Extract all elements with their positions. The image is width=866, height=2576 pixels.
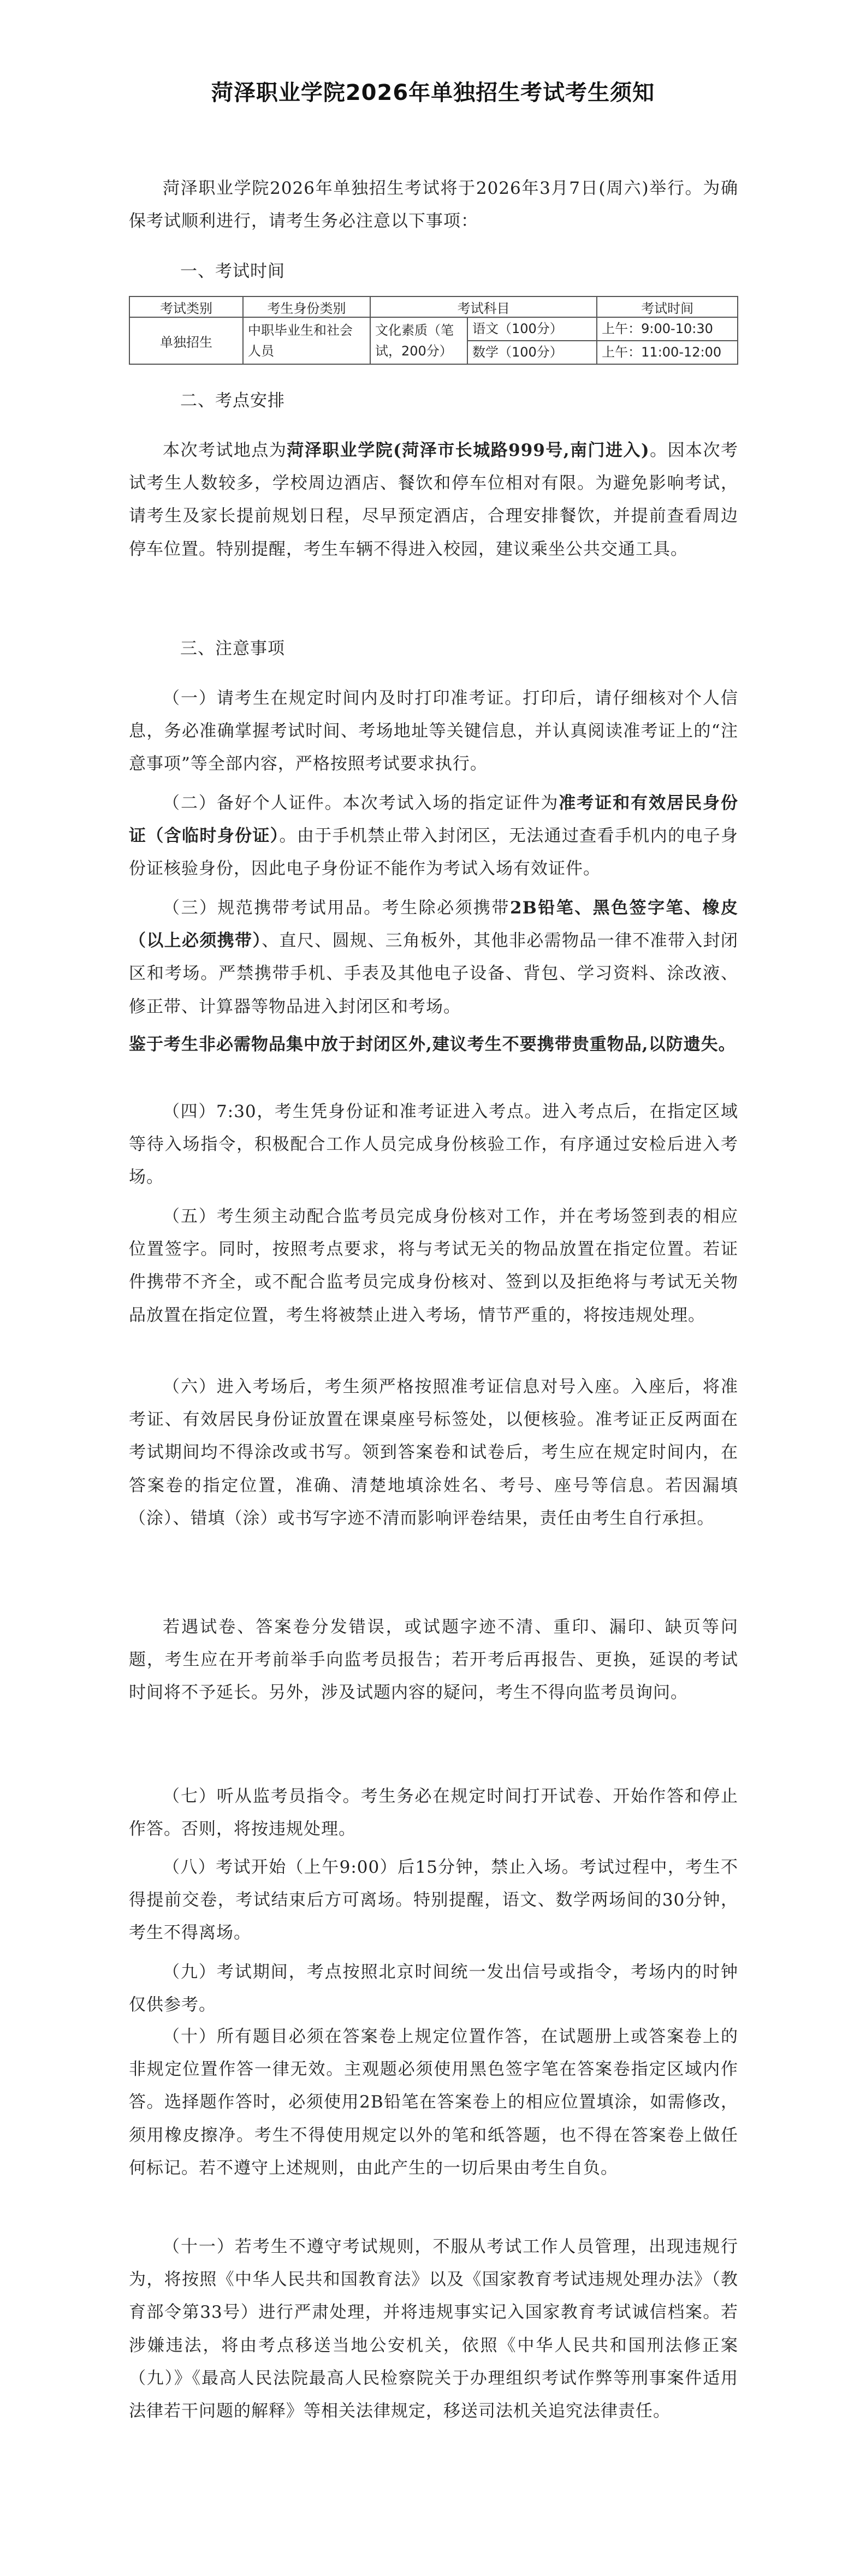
page-title: 菏泽职业学院2026年单独招生考试考生须知 (211, 80, 655, 105)
note-text: （二）备好个人证件。本次考试入场的指定证件为 (163, 793, 559, 813)
note-text: 、直尺、圆规、三角板外，其他非必需物品一律不准带入封闭区和考场。严禁携带手机、手表及其他电子设备、背包、学习资料、涂改液、修正带、计算器等物品进入封闭区和考场。 (129, 931, 739, 1017)
note-item-7: （七）听从监考员指令。考生务必在规定时间打开试卷、开始作答和停止作答。否则，将按违规处理。 (129, 1786, 738, 1839)
table-cell-subjects (467, 317, 597, 364)
note-item-2 (129, 787, 738, 886)
table-cell-category: 单独招生 (129, 317, 243, 364)
note-item-10: （十）所有题目必须在答案卷上规定位置作答，在试题册上或答案卷上的非规定位置作答一律无效。主观题必须使用黑色签字笔在答案卷指定区域内作答。选择题作答时，必须使用2B铅笔在答案卷上的相应位置填涂，如需修改，须用橡皮擦净。考生不得使用规定以外的笔和纸答题，也不得在答案卷上做任何标记。若不遵守上述规则，由此产生的一切后果由考生自负。 (129, 2027, 738, 2178)
note-item-4: （四）7:30，考生凭身份证和准考证进入考点。进入考点后，在指定区域等待入场指令，积极配合工作人员完成身份核验工作，有序通过安检后进入考场。 (129, 1102, 738, 1188)
table-header-cell: 考试科目 (370, 296, 597, 317)
venue-address: 菏泽职业学院(菏泽市长城路999号,南门进入) (287, 441, 650, 460)
table-cell-subject: 语文（100分） (472, 321, 563, 336)
note-item-11: （十一）若考生不遵守考试规则，不服从考试工作人员管理，出现违规行为，将按照《中华人民共和国教育法》以及《国家教育考试违规处理办法》（教育部令第33号）进行严肃处理，并将违规事实记入国家教育考试诚信档案。若涉嫌违法，将由考点移送当地公安机关，依照《中华人民共和国刑法修正案（九）》《最高人民法院最高人民检察院关于办理组织考试作弊等刑事案件适用法律若干问题的解释》等相关法律规定，移送司法机关追究法律责任。 (129, 2237, 738, 2421)
note-item-9: （九）考试期间，考点按照北京时间统一发出信号或指令，考场内的时钟仅供参考。 (129, 1962, 738, 2015)
exam-schedule-table (129, 296, 738, 365)
note-item-3 (129, 892, 738, 1023)
venue-text: 本次考试地点为 (163, 441, 287, 460)
venue-paragraph (129, 434, 738, 566)
table-cell-time: 上午：9:00-10:30 (602, 321, 713, 336)
note-item-5: （五）考生须主动配合监考员完成身份核对工作，并在考场签到表的相应位置签字。同时，按照考点要求，将与考试无关的物品放置在指定位置。若证件携带不齐全，或不配合监考员完成身份核对、签到以及拒绝将与考试无关物品放置在指定位置，考生将被禁止进入考场，情节严重的，将按违规处理。 (129, 1207, 738, 1325)
table-header-cell: 考试类别 (129, 296, 243, 317)
note-item-6-continued: 若遇试卷、答案卷分发错误，或试题字迹不清、重印、漏印、缺页等问题，考生应在开考前举手向监考员报告；若开考后再报告、更换，延误的考试时间将不予延长。另外，涉及试题内容的疑问，考生不得向监考员询问。 (129, 1617, 738, 1703)
note-item-8: （八）考试开始（上午9:00）后15分钟，禁止入场。考试过程中，考生不得提前交卷，考试结束后方可离场。特别提醒，语文、数学两场间的30分钟，考生不得离场。 (129, 1857, 738, 1943)
section-heading-exam-time: 一、考试时间 (180, 262, 285, 281)
table-header-cell: 考试时间 (597, 296, 738, 317)
table-cell-subject-group: 文化素质（笔试，200分） (370, 317, 467, 364)
table-row (129, 317, 738, 364)
intro-paragraph: 菏泽职业学院2026年单独招生考试将于2026年3月7日(周六)举行。为确保考试顺利进行，请考生务必注意以下事项： (129, 179, 738, 232)
table-cell-time: 上午：11:00-12:00 (597, 340, 737, 364)
section-heading-notes: 三、注意事项 (180, 639, 285, 658)
note-text: 。由于手机禁止带入封闭区，无法通过查看手机内的电子身份证核验身份，因此电子身份证不能作为考试入场有效证件。 (129, 826, 739, 879)
note-item-6: （六）进入考场后，考生须严格按照准考证信息对号入座。入座后，将准考证、有效居民身份证放置在课桌座号标签处，以便核验。准考证正反两面在考试期间均不得涂改或书写。领到答案卷和试卷后，考生应在规定时间内，在答案卷的指定位置，准确、清楚地填涂姓名、考号、座号等信息。若因漏填（涂）、错填（涂）或书写字迹不清而影响评卷结果，责任由考生自行承担。 (129, 1377, 738, 1528)
note-item-1: （一）请考生在规定时间内及时打印准考证。打印后，请仔细核对个人信息，务必准确掌握考试时间、考场地址等关键信息，并认真阅读准考证上的“注意事项”等全部内容，严格按照考试要求执行。 (129, 688, 738, 774)
section-heading-venue: 二、考点安排 (180, 391, 285, 411)
note-emphasis: 准考证和有效居民身份证（含临时身份证） (129, 793, 739, 846)
table-cell-subject: 数学（100分） (468, 340, 596, 364)
table-header-row (129, 296, 738, 317)
table-cell-identity: 中职毕业生和社会人员 (243, 317, 370, 364)
table-cell-times (597, 317, 738, 364)
table-header-cell: 考生身份类别 (243, 296, 370, 317)
venue-text: 。因本次考试考生人数较多，学校周边酒店、餐饮和停车位相对有限。为避免影响考试，请考生及家长提前规划日程，尽早预定酒店，合理安排餐饮，并提前查看周边停车位置。特别提醒，考生车辆不得进入校园，建议乘坐公共交通工具。 (129, 441, 739, 559)
note-text: （三）规范携带考试用品。考生除必须携带 (163, 898, 511, 918)
note-item-3-warning: 鉴于考生非必需物品集中放于封闭区外,建议考生不要携带贵重物品,以防遗失。 (129, 1035, 736, 1054)
note-emphasis: 2B铅笔、黑色签字笔、橡皮（以上必须携带） (129, 898, 738, 951)
